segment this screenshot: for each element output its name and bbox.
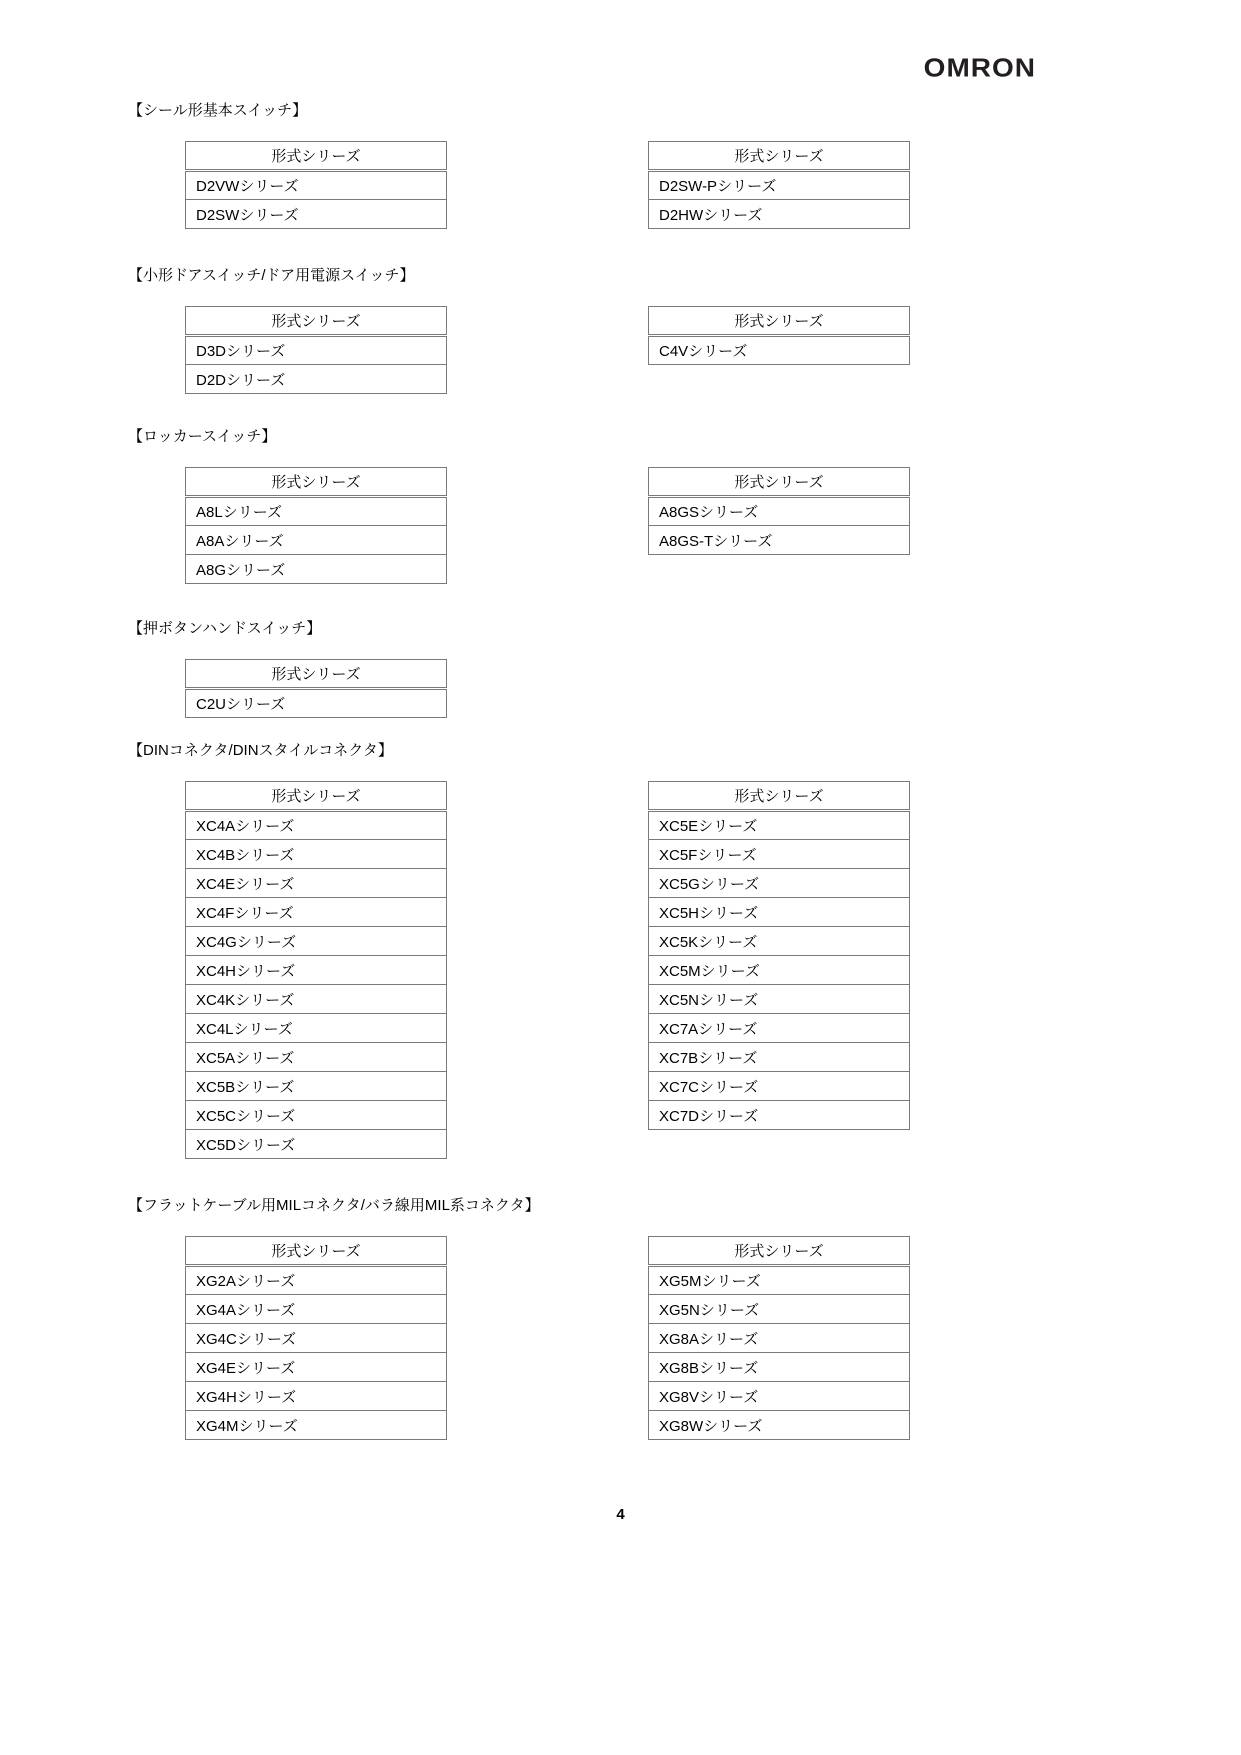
series-table <box>185 659 447 718</box>
series-cell: A8Lシリーズ <box>186 497 447 526</box>
table-row <box>649 1014 910 1043</box>
table-header-row <box>649 468 910 497</box>
series-cell: XC5Kシリーズ <box>649 927 910 956</box>
series-cell: XC5Hシリーズ <box>649 898 910 927</box>
table-row <box>186 336 447 365</box>
section-title: 【シール形基本スイッチ】 <box>128 102 308 119</box>
table-row <box>186 1014 447 1043</box>
table-row <box>186 985 447 1014</box>
series-cell: XC5Dシリーズ <box>186 1130 447 1159</box>
omron-logo: OMRON <box>923 53 1036 82</box>
table-row <box>649 985 910 1014</box>
table-row <box>649 1266 910 1295</box>
series-cell: D2VWシリーズ <box>186 171 447 200</box>
series-cell: XC4Lシリーズ <box>186 1014 447 1043</box>
table-row <box>186 840 447 869</box>
series-table <box>648 1236 910 1440</box>
series-cell: XC5Aシリーズ <box>186 1043 447 1072</box>
table-row <box>186 200 447 229</box>
table-row <box>649 171 910 200</box>
table-row <box>649 869 910 898</box>
table-row <box>649 336 910 365</box>
table-row <box>186 898 447 927</box>
table-row <box>649 526 910 555</box>
series-cell: XC5Cシリーズ <box>186 1101 447 1130</box>
section-tables <box>0 306 1241 394</box>
table-row <box>649 497 910 526</box>
series-cell: D2Dシリーズ <box>186 365 447 394</box>
series-cell: XG5Nシリーズ <box>649 1295 910 1324</box>
table-row <box>186 1353 447 1382</box>
table-header-cell: 形式シリーズ <box>649 782 910 811</box>
series-cell: XG4Eシリーズ <box>186 1353 447 1382</box>
table-row <box>649 1353 910 1382</box>
series-cell: XG4Aシリーズ <box>186 1295 447 1324</box>
series-cell: XC5Eシリーズ <box>649 811 910 840</box>
page-number: 4 <box>616 1506 625 1523</box>
section <box>0 619 1241 718</box>
series-cell: XC4Gシリーズ <box>186 927 447 956</box>
series-cell: XC5Bシリーズ <box>186 1072 447 1101</box>
series-cell: XG8Vシリーズ <box>649 1382 910 1411</box>
section-tables <box>0 141 1241 229</box>
table-row <box>649 1382 910 1411</box>
series-table <box>648 306 910 365</box>
section <box>0 427 1241 584</box>
table-header-cell: 形式シリーズ <box>649 142 910 171</box>
table-row <box>649 927 910 956</box>
table-row <box>186 869 447 898</box>
table-header-cell: 形式シリーズ <box>186 468 447 497</box>
table-row <box>649 1072 910 1101</box>
series-cell: XC7Dシリーズ <box>649 1101 910 1130</box>
table-row <box>649 1411 910 1440</box>
series-table <box>648 467 910 555</box>
table-header-row <box>649 307 910 336</box>
table-header-cell: 形式シリーズ <box>186 307 447 336</box>
table-header-row <box>186 1237 447 1266</box>
table-header-row <box>649 142 910 171</box>
series-cell: XC4Hシリーズ <box>186 956 447 985</box>
table-header-cell: 形式シリーズ <box>649 468 910 497</box>
table-row <box>649 1043 910 1072</box>
table-row <box>186 526 447 555</box>
table-row <box>186 1295 447 1324</box>
series-cell: C4Vシリーズ <box>649 336 910 365</box>
section-title: 【ロッカースイッチ】 <box>128 428 277 445</box>
series-cell: XC4Fシリーズ <box>186 898 447 927</box>
table-header-cell: 形式シリーズ <box>649 1237 910 1266</box>
table-row <box>186 1324 447 1353</box>
table-header-row <box>186 660 447 689</box>
table-header-cell: 形式シリーズ <box>186 1237 447 1266</box>
series-cell: XG8Wシリーズ <box>649 1411 910 1440</box>
table-row <box>649 811 910 840</box>
table-row <box>649 200 910 229</box>
series-cell: XC4Aシリーズ <box>186 811 447 840</box>
section-title: 【フラットケーブル用MILコネクタ/バラ線用MIL系コネクタ】 <box>128 1197 540 1214</box>
series-cell: D3Dシリーズ <box>186 336 447 365</box>
series-cell: XC5Fシリーズ <box>649 840 910 869</box>
series-cell: XC5Gシリーズ <box>649 869 910 898</box>
series-cell: D2SWシリーズ <box>186 200 447 229</box>
section-tables <box>0 467 1241 584</box>
table-row <box>186 1382 447 1411</box>
table-row <box>649 956 910 985</box>
series-cell: XG4Cシリーズ <box>186 1324 447 1353</box>
table-header-cell: 形式シリーズ <box>186 660 447 689</box>
series-table <box>185 306 447 394</box>
series-table <box>648 781 910 1130</box>
series-table <box>185 141 447 229</box>
table-header-row <box>649 1237 910 1266</box>
series-cell: XC5Nシリーズ <box>649 985 910 1014</box>
table-row <box>649 1295 910 1324</box>
table-row <box>186 171 447 200</box>
series-cell: XC7Cシリーズ <box>649 1072 910 1101</box>
series-cell: C2Uシリーズ <box>186 689 447 718</box>
table-row <box>186 1411 447 1440</box>
table-row <box>186 1101 447 1130</box>
section <box>0 101 1241 229</box>
table-header-row <box>649 782 910 811</box>
section-title: 【押ボタンハンドスイッチ】 <box>128 620 322 637</box>
table-row <box>186 1130 447 1159</box>
table-header-cell: 形式シリーズ <box>186 782 447 811</box>
table-row <box>186 811 447 840</box>
table-row <box>186 689 447 718</box>
table-row <box>186 497 447 526</box>
section <box>0 266 1241 394</box>
series-cell: A8Aシリーズ <box>186 526 447 555</box>
section-title: 【小形ドアスイッチ/ドア用電源スイッチ】 <box>128 267 415 284</box>
section <box>0 1196 1241 1440</box>
table-row <box>186 956 447 985</box>
series-table <box>185 781 447 1159</box>
series-cell: XC7Bシリーズ <box>649 1043 910 1072</box>
table-header-row <box>186 468 447 497</box>
table-header-row <box>186 782 447 811</box>
table-row <box>186 927 447 956</box>
table-row <box>649 840 910 869</box>
section <box>0 741 1241 1159</box>
series-cell: A8GSシリーズ <box>649 497 910 526</box>
series-cell: D2SW-Pシリーズ <box>649 171 910 200</box>
table-row <box>186 1072 447 1101</box>
table-header-row <box>186 307 447 336</box>
series-cell: XC7Aシリーズ <box>649 1014 910 1043</box>
series-cell: XG5Mシリーズ <box>649 1266 910 1295</box>
series-cell: XC4Kシリーズ <box>186 985 447 1014</box>
series-cell: XG8Aシリーズ <box>649 1324 910 1353</box>
series-cell: XC5Mシリーズ <box>649 956 910 985</box>
series-cell: XC4Bシリーズ <box>186 840 447 869</box>
table-row <box>186 1266 447 1295</box>
series-table <box>185 1236 447 1440</box>
series-cell: XG4Mシリーズ <box>186 1411 447 1440</box>
table-row <box>649 1101 910 1130</box>
table-row <box>186 1043 447 1072</box>
series-cell: XG2Aシリーズ <box>186 1266 447 1295</box>
series-cell: XG4Hシリーズ <box>186 1382 447 1411</box>
table-row <box>186 365 447 394</box>
series-table <box>648 141 910 229</box>
table-row <box>649 898 910 927</box>
series-cell: A8GS-Tシリーズ <box>649 526 910 555</box>
series-cell: A8Gシリーズ <box>186 555 447 584</box>
series-cell: D2HWシリーズ <box>649 200 910 229</box>
section-title: 【DINコネクタ/DINスタイルコネクタ】 <box>128 742 393 759</box>
series-table <box>185 467 447 584</box>
table-header-cell: 形式シリーズ <box>649 307 910 336</box>
table-header-cell: 形式シリーズ <box>186 142 447 171</box>
section-tables <box>0 659 1241 718</box>
section-tables <box>0 781 1241 1159</box>
series-cell: XG8Bシリーズ <box>649 1353 910 1382</box>
series-cell: XC4Eシリーズ <box>186 869 447 898</box>
table-row <box>649 1324 910 1353</box>
table-row <box>186 555 447 584</box>
table-header-row <box>186 142 447 171</box>
section-tables <box>0 1236 1241 1440</box>
